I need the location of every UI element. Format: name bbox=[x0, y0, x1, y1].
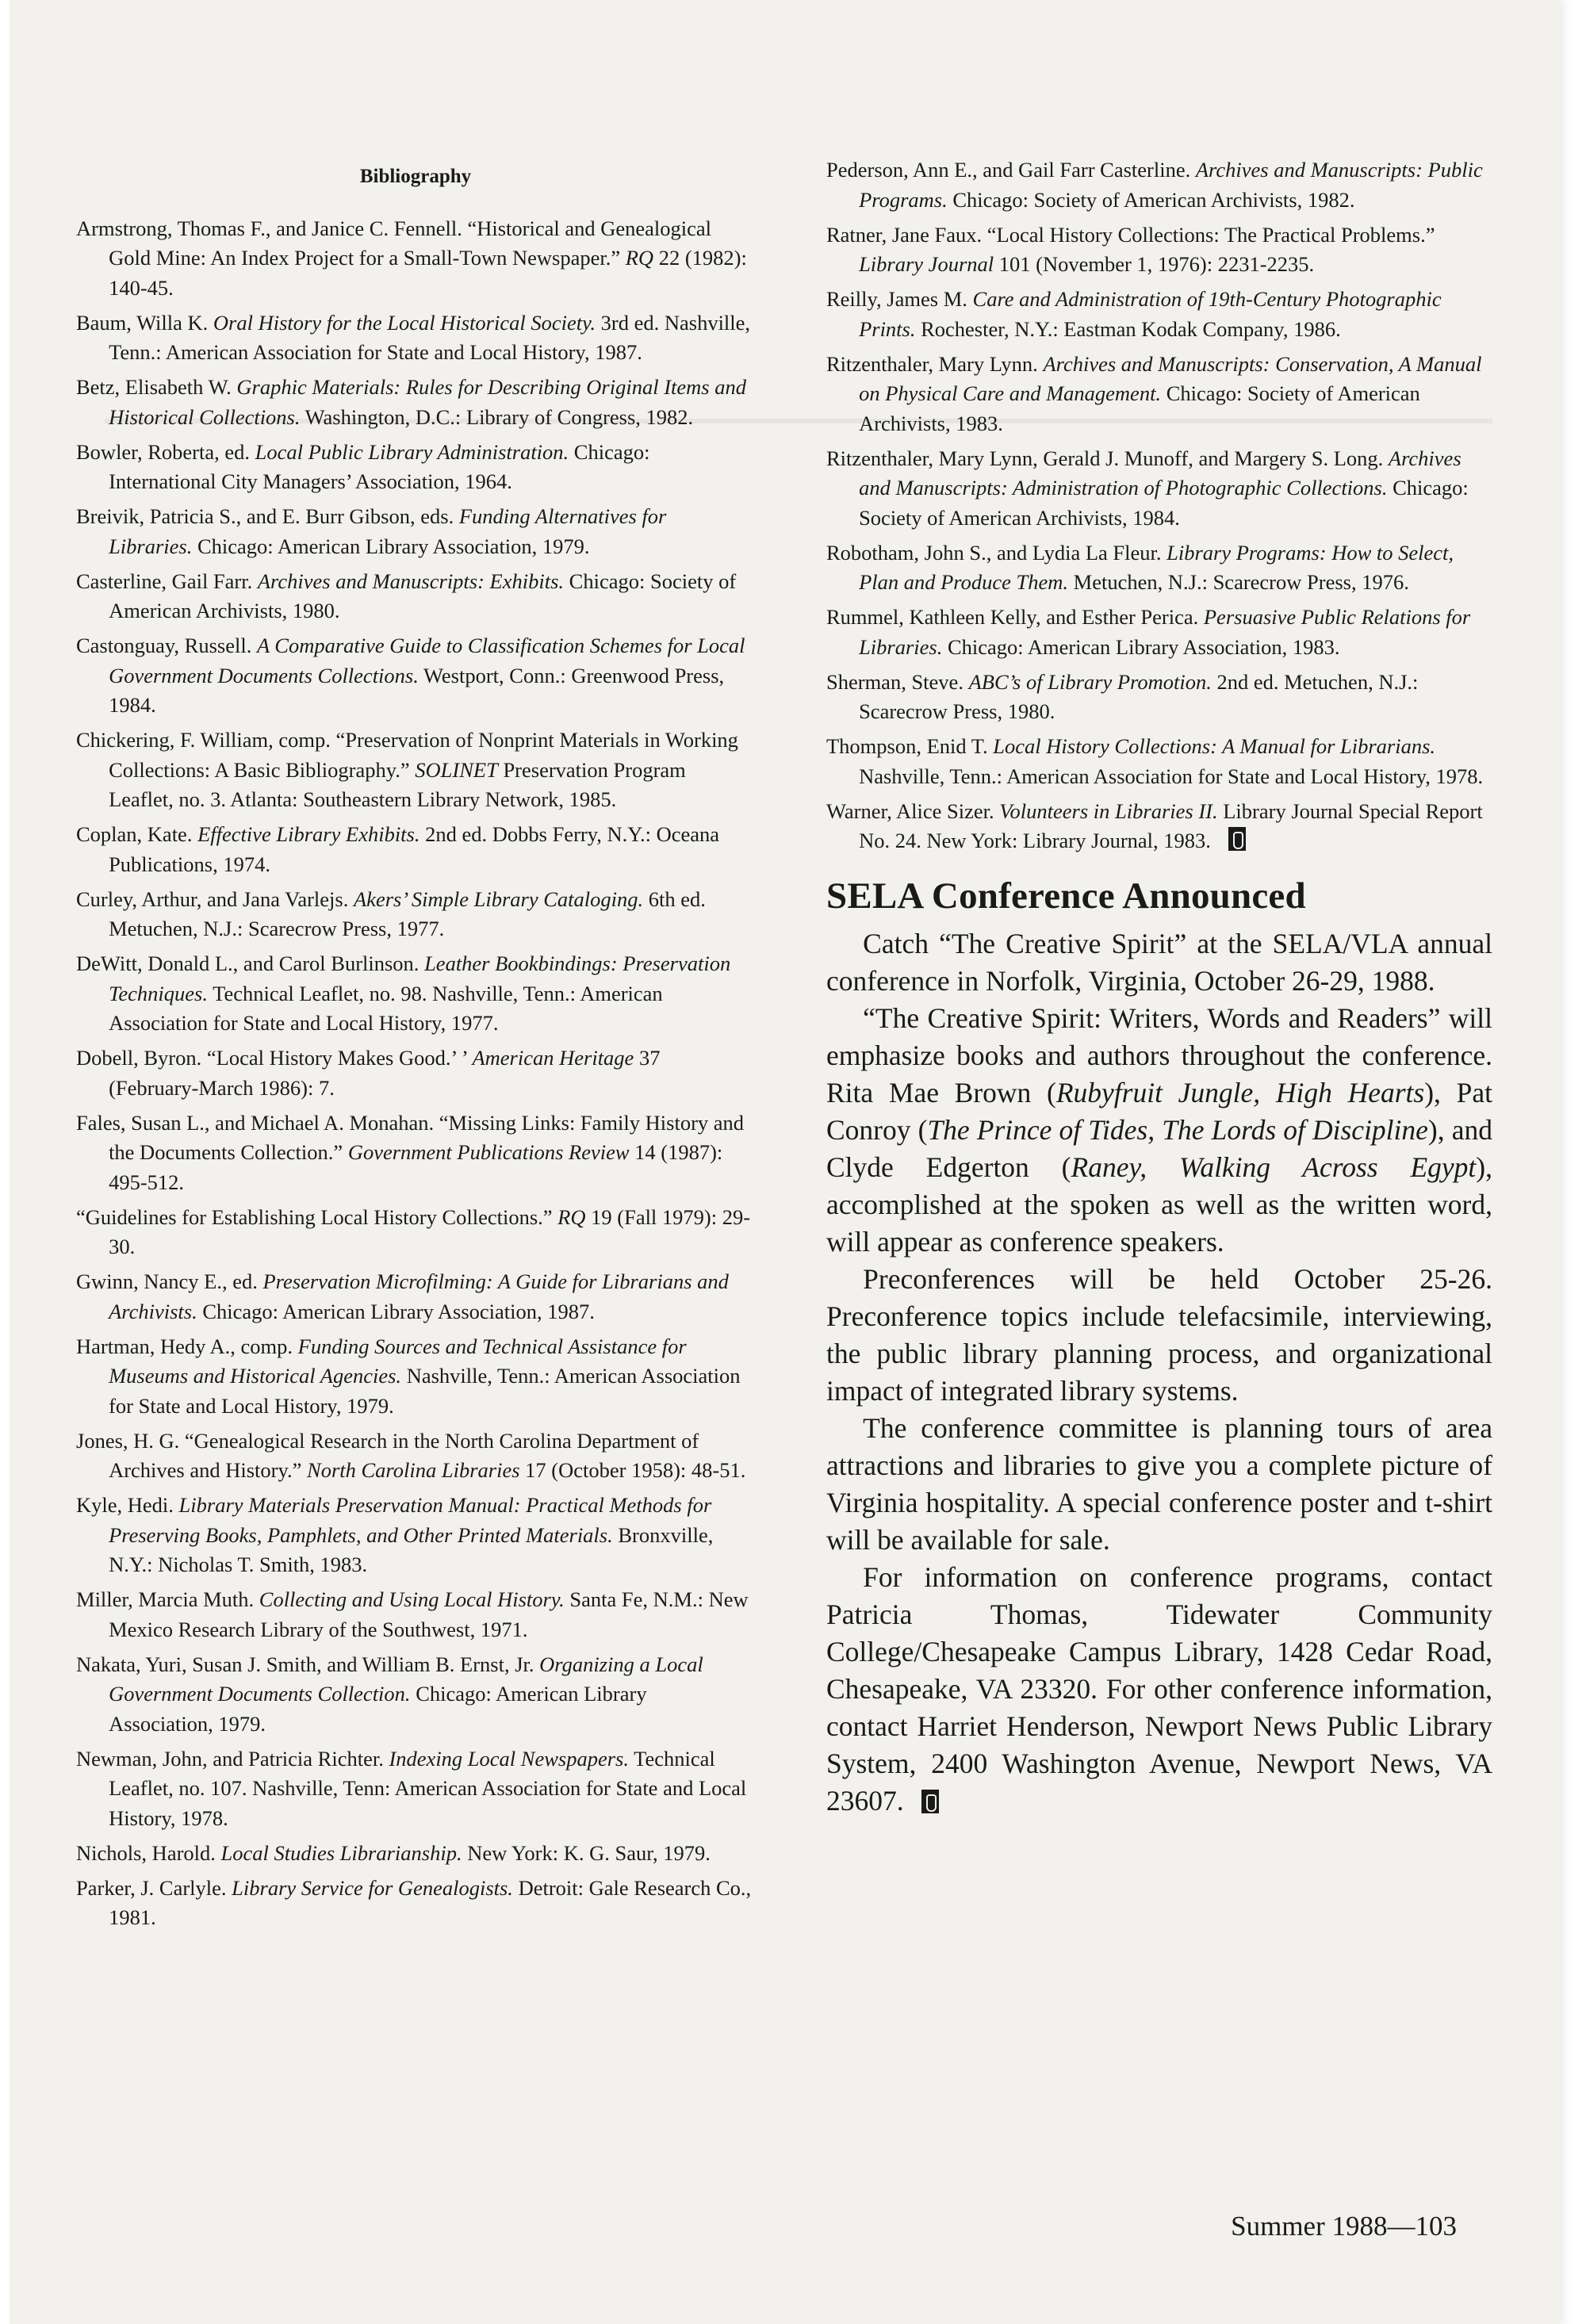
text-run: 22 (1982): 140-45. bbox=[109, 246, 747, 300]
text-run: “The Creative Spirit: Writers, Words and Readers” will emphasize books and authors throughout the conference. Rita Mae Brown ( bbox=[826, 1002, 1492, 1108]
text-run: Catch “The Creative Spirit” at the SELA/VLA annual conference in Norfolk, Virginia, October 26-29, 1988. bbox=[826, 928, 1492, 997]
text-run: Westport, Conn.: Greenwood Press, 1984. bbox=[109, 663, 725, 717]
italic-title: Rubyfruit Jungle, High Hearts bbox=[1055, 1077, 1425, 1108]
text-run: Chicago: Society of American Archivists, 1980. bbox=[109, 569, 737, 622]
italic-title: Library Materials Preservation Manual: Practical Methods for Preserving Books, Pamphlets, and Other Printed Materials. bbox=[109, 1493, 712, 1547]
bibliography-entry bbox=[76, 726, 755, 815]
text-run: Ritzenthaler, Mary Lynn, Gerald J. Munoff, and Margery S. Long. bbox=[826, 446, 1389, 470]
text-run: Chicago: Society of American Archivists, 1984. bbox=[859, 476, 1469, 530]
text-run: Reilly, James M. bbox=[826, 287, 973, 311]
text-run: Nashville, Tenn.: American Association for State and Local History, 1978. bbox=[859, 764, 1484, 788]
italic-title: Raney, Walking Across Egypt bbox=[1071, 1151, 1477, 1183]
text-run: ), and Clyde Edgerton ( bbox=[826, 1114, 1492, 1183]
text-run: 2nd ed. Metuchen, N.J.: Scarecrow Press, 1980. bbox=[859, 669, 1419, 723]
article-paragraph bbox=[826, 1000, 1492, 1261]
journal-page bbox=[10, 0, 1560, 2324]
bibliography-entry bbox=[76, 1108, 755, 1198]
text-run: Preservation Program Leaflet, no. 3. Atlanta: Southeastern Library Network, 1985. bbox=[109, 757, 686, 811]
text-run: DeWitt, Donald L., and Carol Burlinson. bbox=[76, 951, 425, 975]
italic-title: Local Public Library Administration. bbox=[255, 439, 569, 464]
text-run: Preconferences will be held October 25-26. Preconference topics include telefacsimile, interviewing, the public library planning process, and organizational impact of integrated library systems. bbox=[826, 1263, 1492, 1407]
text-run: Breivik, Patricia S., and E. Burr Gibson, eds. bbox=[76, 504, 459, 528]
italic-title: Indexing Local Newspapers. bbox=[389, 1746, 629, 1771]
text-run: New York: K. G. Saur, 1979. bbox=[462, 1840, 711, 1865]
bibliography-entry bbox=[76, 1203, 755, 1262]
text-run: Jones, H. G. “Genealogical Research in the North Carolina Department of Archives and History.” bbox=[76, 1428, 699, 1482]
text-run: Metuchen, N.J.: Scarecrow Press, 1976. bbox=[1068, 570, 1409, 594]
text-run: ), Pat Conroy ( bbox=[826, 1077, 1493, 1146]
text-run: Rummel, Kathleen Kelly, and Esther Perica. bbox=[826, 605, 1204, 629]
bibliography-entry bbox=[826, 603, 1492, 662]
bibliography-heading: Bibliography bbox=[359, 166, 472, 187]
text-run: Warner, Alice Sizer. bbox=[826, 798, 1000, 823]
italic-title: Oral History for the Local Historical Society. bbox=[213, 310, 596, 335]
italic-title: SOLINET bbox=[415, 757, 498, 782]
italic-title: Library Service for Genealogists. bbox=[232, 1875, 513, 1900]
italic-title: Funding Sources and Technical Assistance for Museums and Historical Agencies. bbox=[109, 1334, 687, 1388]
bibliography-entry bbox=[826, 668, 1492, 727]
italic-title: A Comparative Guide to Classification Schemes for Local Government Documents Collections. bbox=[109, 634, 745, 687]
text-run: Nakata, Yuri, Susan J. Smith, and William B. Ernst, Jr. bbox=[76, 1652, 540, 1676]
bibliography-entry bbox=[76, 502, 755, 561]
text-run: “Guidelines for Establishing Local History Collections.” bbox=[76, 1204, 558, 1229]
italic-title: RQ bbox=[557, 1204, 586, 1229]
bibliography-entry bbox=[826, 538, 1492, 598]
text-run: Newman, John, and Patricia Richter. bbox=[76, 1746, 389, 1771]
text-run: Santa Fe, N.M.: New Mexico Research Library of the Southwest, 1971. bbox=[109, 1587, 749, 1641]
bibliography-entry bbox=[76, 373, 755, 432]
bibliography-entry bbox=[76, 214, 755, 304]
text-run: Nichols, Harold. bbox=[76, 1840, 221, 1865]
bibliography-entry bbox=[76, 1332, 755, 1422]
text-run: The conference committee is planning tours of area attractions and libraries to give you a complete picture of Virginia hospitality. A special conference poster and t-shirt will be available for sale. bbox=[826, 1412, 1492, 1556]
italic-title: Akers’ Simple Library Cataloging. bbox=[354, 886, 644, 911]
bibliography-entry bbox=[76, 820, 755, 879]
italic-title: Graphic Materials: Rules for Describing Original Items and Historical Collections. bbox=[109, 375, 746, 429]
text-run: Chicago: American Library Association, 1983. bbox=[942, 634, 1340, 659]
text-run: Washington, D.C.: Library of Congress, 1982. bbox=[300, 404, 694, 429]
text-run: Chicago: Society of American Archivists, 1983. bbox=[859, 381, 1420, 435]
italic-title: ABC’s of Library Promotion. bbox=[968, 669, 1212, 694]
text-run: Rochester, N.Y.: Eastman Kodak Company, 1986. bbox=[915, 316, 1341, 341]
italic-title: Organizing a Local Government Documents Collection. bbox=[109, 1652, 703, 1706]
text-run: Castonguay, Russell. bbox=[76, 634, 257, 657]
italic-title: Effective Library Exhibits. bbox=[197, 822, 420, 846]
text-run: 17 (October 1958): 48-51. bbox=[519, 1458, 746, 1482]
page-footer: Summer 1988—103 bbox=[1231, 2211, 1457, 2242]
bibliography-entry bbox=[76, 1585, 755, 1644]
bibliography-entry bbox=[826, 444, 1492, 534]
italic-title: Library Programs: How to Select, Plan and Produce Them. bbox=[859, 540, 1454, 594]
italic-title: Archives and Manuscripts: Conservation, A Manual on Physical Care and Management. bbox=[859, 351, 1482, 405]
text-run: 6th ed. Metuchen, N.J.: Scarecrow Press, 1977. bbox=[109, 886, 706, 940]
text-run: ), accomplished at the spoken as well as the written word, will appear as conference speakers. bbox=[826, 1151, 1492, 1258]
italic-title: Government Publications Review bbox=[347, 1140, 630, 1164]
text-run: Chickering, F. William, comp. “Preservation of Nonprint Materials in Working Collections: A Basic Bibliography.” bbox=[76, 728, 738, 782]
text-run: Detroit: Gale Research Co., 1981. bbox=[109, 1875, 752, 1929]
bibliography-entry bbox=[76, 1839, 755, 1869]
text-run: 2nd ed. Dobbs Ferry, N.Y.: Oceana Publications, 1974. bbox=[109, 822, 720, 876]
bibliography-entry bbox=[76, 1874, 755, 1933]
end-of-article-mark-icon bbox=[921, 1790, 939, 1813]
bibliography-entry bbox=[76, 885, 755, 944]
text-run: 19 (Fall 1979): 29-30. bbox=[109, 1204, 751, 1258]
italic-title: Volunteers in Libraries II. bbox=[999, 798, 1218, 823]
article-paragraph bbox=[826, 925, 1492, 1000]
italic-title: American Heritage bbox=[472, 1046, 634, 1070]
article-paragraph bbox=[826, 1261, 1492, 1410]
text-run: Gwinn, Nancy E., ed. bbox=[76, 1269, 263, 1293]
bibliography-entry bbox=[826, 220, 1492, 280]
bibliography-entry bbox=[76, 1267, 755, 1327]
italic-title: Funding Alternatives for Libraries. bbox=[109, 504, 667, 558]
text-run: Chicago: American Library Association, 1979. bbox=[109, 1682, 647, 1736]
text-run: Nashville, Tenn.: American Association for State and Local History, 1979. bbox=[109, 1364, 741, 1418]
italic-title: Archives and Manuscripts: Public Programs. bbox=[859, 158, 1483, 212]
bibliography-entry bbox=[76, 949, 755, 1039]
italic-title: North Carolina Libraries bbox=[307, 1458, 520, 1482]
bibliography-column-left bbox=[76, 155, 755, 1938]
end-of-article-mark-icon bbox=[1228, 827, 1246, 851]
text-run: Sherman, Steve. bbox=[826, 669, 969, 694]
article-paragraph bbox=[826, 1410, 1492, 1559]
bibliography-entry bbox=[826, 732, 1492, 791]
text-run: Parker, J. Carlyle. bbox=[76, 1875, 232, 1900]
text-run: Chicago: Society of American Archivists, 1982. bbox=[947, 187, 1355, 212]
bibliography-entry bbox=[76, 567, 755, 626]
text-run: Dobell, Byron. “Local History Makes Good.’ ’ bbox=[76, 1046, 473, 1070]
bibliography-entry bbox=[76, 308, 755, 368]
text-run: Casterline, Gail Farr. bbox=[76, 569, 258, 593]
bibliography-entry bbox=[826, 350, 1492, 439]
bibliography-entry bbox=[826, 155, 1492, 215]
article-heading: SELA Conference Announced bbox=[826, 875, 1306, 917]
text-run: Bronxville, N.Y.: Nicholas T. Smith, 1983. bbox=[109, 1522, 714, 1576]
article-body bbox=[826, 925, 1492, 1820]
text-run: Technical Leaflet, no. 98. Nashville, Tenn.: American Association for State and Local History, 1977. bbox=[109, 981, 663, 1035]
text-run: Curley, Arthur, and Jana Varlejs. bbox=[76, 886, 354, 911]
italic-title: The Prince of Tides, The Lords of Discipline bbox=[927, 1114, 1428, 1146]
italic-title: Persuasive Public Relations for Libraries. bbox=[859, 605, 1471, 659]
italic-title: RQ bbox=[625, 246, 654, 270]
bibliography-entry bbox=[76, 1043, 755, 1103]
bibliography-list-left bbox=[76, 214, 755, 1933]
text-run: Chicago: American Library Association, 1979. bbox=[192, 534, 590, 558]
italic-title: Archives and Manuscripts: Administration of Photographic Collections. bbox=[859, 446, 1461, 500]
text-run: 14 (1987): 495-512. bbox=[109, 1140, 723, 1194]
text-run: Thompson, Enid T. bbox=[826, 734, 994, 758]
italic-title: Preservation Microfilming: A Guide for Librarians and Archivists. bbox=[109, 1269, 729, 1323]
bibliography-entry bbox=[76, 438, 755, 497]
text-run: Library Journal Special Report No. 24. New York: Library Journal, 1983. bbox=[859, 798, 1483, 852]
bibliography-entry bbox=[76, 1426, 755, 1486]
text-run: Baum, Willa K. bbox=[76, 310, 213, 335]
bibliography-entry bbox=[826, 285, 1492, 344]
italic-title: Care and Administration of 19th-Century Photographic Prints. bbox=[859, 287, 1442, 341]
bibliography-entry bbox=[76, 1650, 755, 1740]
italic-title: Local History Collections: A Manual for Librarians. bbox=[993, 734, 1436, 758]
bibliography-entry bbox=[76, 631, 755, 721]
text-run: Kyle, Hedi. bbox=[76, 1493, 179, 1517]
text-run: Betz, Elisabeth W. bbox=[76, 375, 237, 399]
text-run: Ritzenthaler, Mary Lynn. bbox=[826, 351, 1044, 376]
right-column bbox=[826, 155, 1492, 1820]
text-run: 101 (November 1, 1976): 2231-2235. bbox=[994, 252, 1315, 276]
text-run: 3rd ed. Nashville, Tenn.: American Association for State and Local History, 1987. bbox=[109, 310, 751, 364]
italic-title: Library Journal bbox=[859, 252, 994, 276]
text-run: Fales, Susan L., and Michael A. Monahan. “Missing Links: Family History and the Documents Collection.” bbox=[76, 1110, 745, 1164]
bibliography-entry bbox=[826, 797, 1492, 856]
text-run: Armstrong, Thomas F., and Janice C. Fennell. “Historical and Genealogical Gold Mine: An Index Project for a Small-Town Newspaper.” bbox=[76, 216, 712, 270]
text-run: Technical Leaflet, no. 107. Nashville, Tenn: American Association for State and Local History, 1978. bbox=[109, 1746, 747, 1830]
text-run: Robotham, John S., and Lydia La Fleur. bbox=[826, 540, 1167, 565]
text-run: Bowler, Roberta, ed. bbox=[76, 439, 255, 464]
text-run: Pederson, Ann E., and Gail Farr Casterline. bbox=[826, 158, 1196, 182]
text-run: Ratner, Jane Faux. “Local History Collections: The Practical Problems.” bbox=[826, 222, 1435, 247]
bibliography-list-right bbox=[826, 155, 1492, 856]
text-run: 37 (February-March 1986): 7. bbox=[109, 1046, 661, 1100]
bibliography-entry bbox=[76, 1744, 755, 1834]
text-run: Hartman, Hedy A., comp. bbox=[76, 1334, 298, 1358]
article-paragraph bbox=[826, 1559, 1492, 1820]
text-run: Coplan, Kate. bbox=[76, 822, 198, 846]
text-run: For information on conference programs, contact Patricia Thomas, Tidewater Community College/Chesapeake Campus Library, 1428 Cedar Road, Chesapeake, VA 23320. For other conference information, contact Harriet Henderson, Newport News Public Library System, 2400 Washington Avenue, Newport News, VA 23607. bbox=[826, 1561, 1492, 1817]
italic-title: Archives and Manuscripts: Exhibits. bbox=[257, 569, 565, 593]
italic-title: Local Studies Librarianship. bbox=[220, 1840, 462, 1865]
text-run: Chicago: American Library Association, 1987. bbox=[197, 1299, 595, 1323]
italic-title: Collecting and Using Local History. bbox=[259, 1587, 565, 1611]
text-run: Chicago: International City Managers’ Association, 1964. bbox=[109, 439, 650, 493]
bibliography-entry bbox=[76, 1491, 755, 1580]
italic-title: Leather Bookbindings: Preservation Techniques. bbox=[109, 951, 731, 1005]
text-run: Miller, Marcia Muth. bbox=[76, 1587, 259, 1611]
